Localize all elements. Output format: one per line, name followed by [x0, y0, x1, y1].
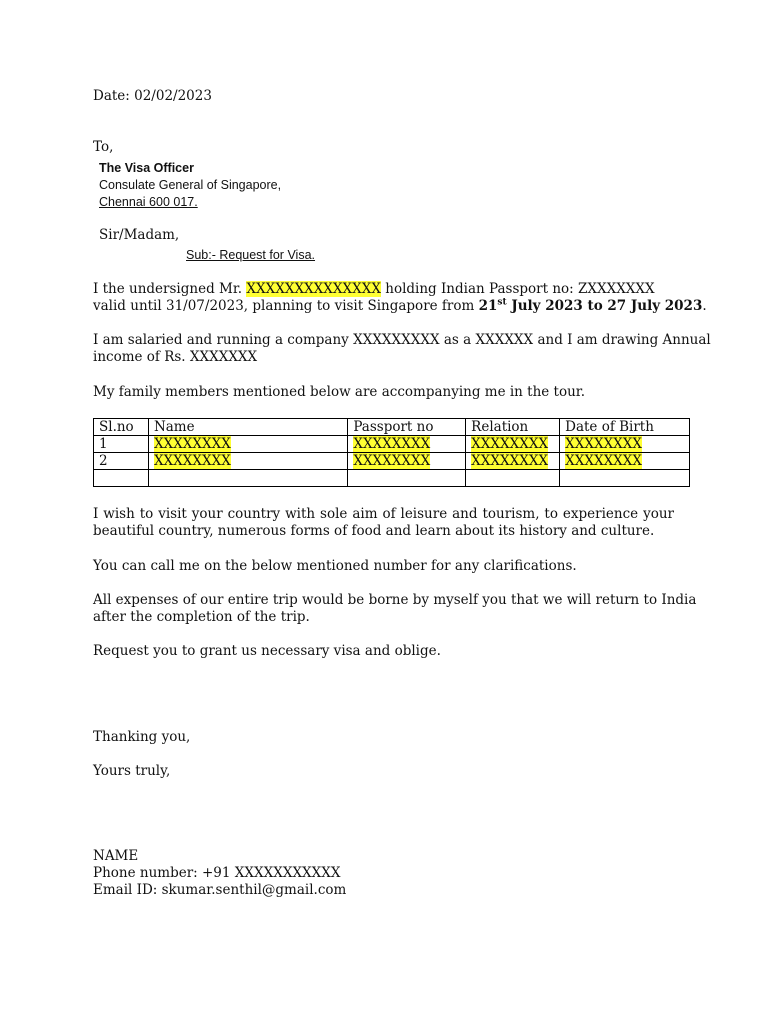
table-cell-highlight: XXXXXXXX — [565, 436, 643, 452]
paragraph-contact: You can call me on the below mentioned number for any clarifications. — [93, 558, 577, 574]
signature-email: Email ID: skumar.senthil@gmail.com — [93, 882, 347, 898]
expenses-line2: after the completion of the trip. — [93, 609, 310, 625]
paragraph-employment — [93, 332, 711, 366]
intro-text-c: valid until 31/07/2023, planning to visit Singapore from — [93, 298, 479, 314]
table-cell — [148, 453, 347, 470]
table-cell-highlight: XXXXXXXX — [471, 436, 549, 452]
table-cell — [348, 436, 466, 453]
travel-start-suffix: st — [497, 297, 507, 308]
table-cell-highlight: XXXXXXXX — [353, 436, 431, 452]
signature-phone: Phone number: +91 XXXXXXXXXXX — [93, 865, 341, 881]
table-header-row — [94, 419, 690, 436]
purpose-line1: I wish to visit your country with sole aim of leisure and tourism, to experience your — [93, 506, 674, 522]
intro-text-e: . — [702, 298, 707, 314]
signature-block — [93, 848, 346, 899]
table-cell — [560, 470, 690, 487]
paragraph-family: My family members mentioned below are accompanying me in the tour. — [93, 384, 586, 400]
table-cell — [466, 470, 560, 487]
table-header-cell: Relation — [466, 419, 560, 436]
employment-line2: income of Rs. XXXXXXX — [93, 349, 258, 365]
addressee-title: The Visa Officer — [99, 161, 194, 175]
table-cell — [148, 470, 347, 487]
table-cell-highlight: XXXXXXXX — [153, 436, 231, 452]
table-cell-highlight: XXXXXXXX — [153, 453, 231, 469]
paragraph-purpose — [93, 506, 674, 540]
closing-yours: Yours truly, — [93, 763, 171, 779]
table-cell — [560, 436, 690, 453]
table-cell: 2 — [94, 453, 149, 470]
table-cell — [466, 436, 560, 453]
table-cell — [348, 470, 466, 487]
family-members-table — [93, 418, 690, 487]
applicant-name-highlight: XXXXXXXXXXXXXX — [246, 281, 381, 297]
intro-text-b: holding Indian Passport no: ZXXXXXXX — [380, 281, 655, 297]
table-cell: 1 — [94, 436, 149, 453]
table-row-empty — [94, 470, 690, 487]
to-label: To, — [93, 139, 114, 155]
addressee-block — [99, 160, 281, 211]
table-header-cell: Sl.no — [94, 419, 149, 436]
table-cell — [560, 453, 690, 470]
table-cell-highlight: XXXXXXXX — [565, 453, 643, 469]
paragraph-intro — [93, 281, 707, 315]
addressee-line1: Consulate General of Singapore, — [99, 178, 282, 192]
table-row — [94, 453, 690, 470]
table-cell — [466, 453, 560, 470]
table-cell — [148, 436, 347, 453]
salutation: Sir/Madam, — [99, 227, 180, 243]
table-cell-highlight: XXXXXXXX — [471, 453, 549, 469]
subject-line: Sub:- Request for Visa. — [186, 248, 316, 262]
intro-text-a: I the undersigned Mr. — [93, 281, 247, 297]
table-header-cell: Name — [148, 419, 347, 436]
closing-thanks: Thanking you, — [93, 729, 191, 745]
table-cell-highlight: XXXXXXXX — [353, 453, 431, 469]
table-row — [94, 436, 690, 453]
paragraph-expenses — [93, 592, 696, 626]
table-header-cell: Passport no — [348, 419, 466, 436]
addressee-line2: Chennai 600 017. — [99, 195, 198, 209]
table-cell — [94, 470, 149, 487]
travel-start-day: 21 — [478, 298, 498, 314]
expenses-line1: All expenses of our entire trip would be borne by myself you that we will return to India — [93, 592, 697, 608]
purpose-line2: beautiful country, numerous forms of food and learn about its history and culture. — [93, 523, 655, 539]
table-cell — [348, 453, 466, 470]
signature-name: NAME — [93, 848, 139, 864]
table-header-cell: Date of Birth — [560, 419, 690, 436]
letter-date: Date: 02/02/2023 — [93, 88, 212, 104]
travel-dates: July 2023 to 27 July 2023 — [506, 298, 703, 314]
employment-line1: I am salaried and running a company XXXXXXXXX as a XXXXXX and I am drawing Annual — [93, 332, 711, 348]
paragraph-request: Request you to grant us necessary visa and oblige. — [93, 643, 441, 659]
